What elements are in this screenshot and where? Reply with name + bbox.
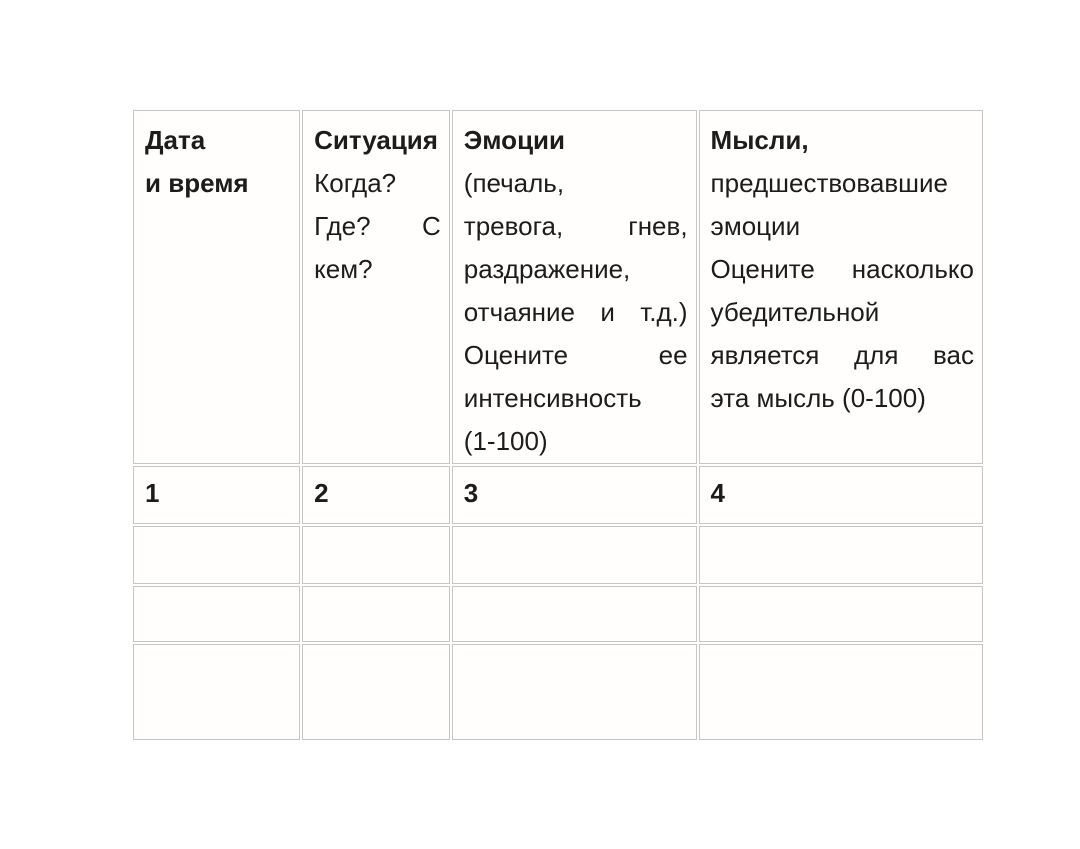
empty-cell [133, 526, 300, 584]
header-line: Оцените насколько [710, 254, 974, 284]
header-line: Ситуация [314, 125, 438, 155]
table-container [131, 108, 985, 742]
header-line: отчаяние и т.д.) [463, 297, 688, 327]
header-line: Мысли, [710, 125, 809, 155]
header-line: убедительной [710, 297, 880, 327]
number-cell-4: 4 [699, 466, 983, 524]
number-cell-1: 1 [133, 466, 300, 524]
empty-cell [452, 644, 697, 740]
header-line: Эмоции [463, 125, 566, 155]
empty-cell [452, 586, 697, 642]
empty-cell [699, 644, 983, 740]
header-cell-situation [302, 110, 450, 464]
header-line: кем? [314, 254, 373, 284]
header-line: эмоции [710, 211, 801, 241]
thought-diary-table [131, 108, 985, 742]
empty-cell [699, 586, 983, 642]
header-line: Оцените ее [463, 340, 688, 370]
empty-cell [302, 526, 450, 584]
header-line: Где? С [314, 211, 441, 241]
header-line: предшествовавшие [710, 168, 948, 198]
header-cell-emotions [452, 110, 697, 464]
header-cell-thoughts [699, 110, 983, 464]
header-line: раздражение, [463, 254, 631, 284]
header-line: (1-100) [463, 426, 548, 456]
header-line: и время [145, 168, 249, 198]
empty-cell [699, 526, 983, 584]
header-line: эта мысль (0-100) [710, 383, 926, 413]
empty-entry-row [133, 526, 983, 584]
empty-cell [452, 526, 697, 584]
header-row [133, 110, 983, 464]
header-line: тревога, гнев, [463, 211, 688, 241]
column-number-row [133, 466, 983, 524]
number-cell-3: 3 [452, 466, 697, 524]
header-line: интенсивность [463, 383, 642, 413]
header-cell-date-time [133, 110, 300, 464]
header-line: Когда? [314, 168, 397, 198]
header-line: (печаль, [463, 168, 565, 198]
number-cell-2: 2 [302, 466, 450, 524]
header-line: является для вас [710, 340, 974, 370]
empty-entry-row [133, 586, 983, 642]
header-line: Дата [145, 125, 206, 155]
empty-cell [302, 586, 450, 642]
empty-cell [302, 644, 450, 740]
empty-entry-row [133, 644, 983, 740]
empty-cell [133, 586, 300, 642]
empty-cell [133, 644, 300, 740]
